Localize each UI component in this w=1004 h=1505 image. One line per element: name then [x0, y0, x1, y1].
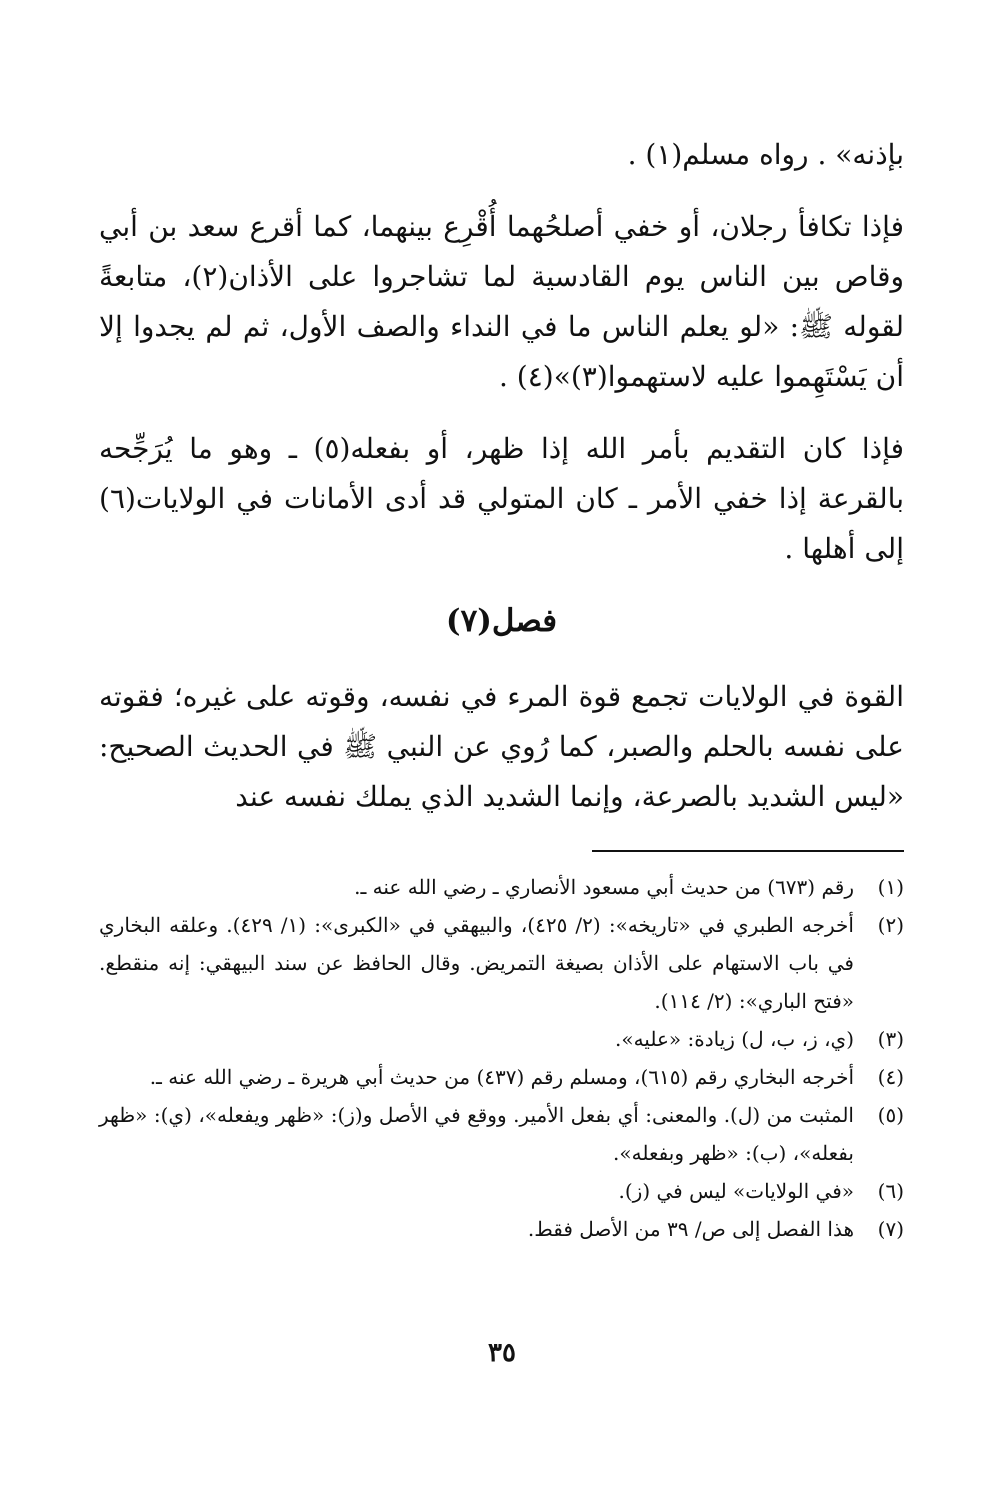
footnote-6 [99, 1172, 904, 1210]
footnote-number: (١) [877, 875, 904, 899]
main-text [99, 130, 904, 844]
footnote-1 [99, 868, 904, 906]
paragraph-1: بإذنه» . رواه مسلم(١) . [627, 138, 904, 171]
footnote-text: المثبت من (ل). والمعنى: أي بفعل الأمير. ووقع في الأصل و(ز): «ظهر ويفعله»، (ي): «ظهر بفعله»، (ب): «ظهر وبفعله». [99, 1103, 854, 1165]
footnote-text: «في الولايات» ليس في (ز). [618, 1179, 854, 1203]
paragraph-4: القوة في الولايات تجمع قوة المرء في نفسه، وقوته على غيره؛ فقوته على نفسه بالحلم والصبر، كما رُوي عن النبي ﷺ في الحديث الصحيح: «ليس الشديد بالصرعة، وإنما الشديد الذي يملك نفسه عند [99, 680, 904, 813]
footnote-number: (٦) [877, 1179, 904, 1203]
footnotes [99, 868, 904, 1248]
footnote-7 [99, 1210, 904, 1248]
footnote-separator [592, 850, 904, 852]
footnote-number: (٤) [877, 1065, 904, 1089]
footnote-2 [99, 906, 904, 1020]
footnote-5 [99, 1096, 904, 1172]
footnote-number: (٥) [877, 1103, 904, 1127]
footnote-number: (٣) [877, 1027, 904, 1051]
section-heading: فصل(٧) [445, 603, 558, 639]
footnote-text: (ي، ز، ب، ل) زيادة: «عليه». [614, 1027, 854, 1051]
page-number: ٣٥ [488, 1338, 516, 1368]
footnote-text: أخرجه الطبري في «تاريخه»: (٢/ ٤٢٥)، والبيهقي في «الكبرى»: (١/ ٤٢٩). وعلقه البخاري في باب الاستهام على الأذان بصيغة التمريض. وقال الحافظ عن سند البيهقي: إنه منقطع. «فتح الباري»: (٢/ ١١٤). [99, 913, 854, 1013]
paragraph-3: فإذا كان التقديم بأمر الله إذا ظهر، أو بفعله(٥) ـ وهو ما يُرَجِّحه بالقرعة إذا خفي الأمر ـ كان المتولي قد أدى الأمانات في الولايات(٦) إلى أهلها . [99, 432, 904, 565]
footnote-text: رقم (٦٧٣) من حديث أبي مسعود الأنصاري ـ رضي الله عنه ـ. [354, 875, 854, 899]
footnote-text: هذا الفصل إلى ص/ ٣٩ من الأصل فقط. [527, 1217, 854, 1241]
footnote-number: (٢) [877, 913, 904, 937]
footnote-number: (٧) [877, 1217, 904, 1241]
footnote-text: أخرجه البخاري رقم (٦١٥)، ومسلم رقم (٤٣٧) من حديث أبي هريرة ـ رضي الله عنه ـ. [149, 1065, 854, 1089]
footnote-4 [99, 1058, 904, 1096]
paragraph-2: فإذا تكافأ رجلان، أو خفي أصلحُهما أُقْرِع بينهما، كما أقرع سعد بن أبي وقاص بين الناس يوم القادسية لما تشاجروا على الأذان(٢)، متابعةً لقوله ﷺ: «لو يعلم الناس ما في النداء والصف الأول، ثم لم يجدوا إلا أن يَسْتَهِموا عليه لاستهموا(٣)»(٤) . [99, 210, 905, 393]
footnote-3 [99, 1020, 904, 1058]
